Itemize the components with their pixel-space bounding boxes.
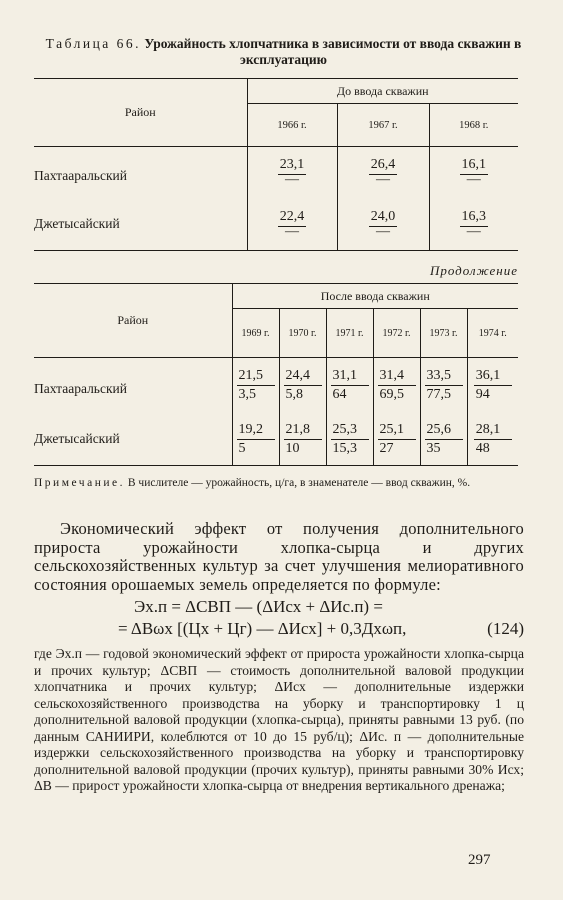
- wells-value: 64: [331, 385, 369, 404]
- formula-line-1: Эх.п = ΔСВП — (ΔИсх + ΔИс.п) =: [134, 597, 383, 616]
- wells-value: —: [369, 174, 398, 189]
- year-header: 1973 г.: [420, 309, 467, 358]
- formula-line-2-row: [34, 618, 524, 640]
- wells-value: 48: [474, 439, 512, 458]
- yield-value: 23,1: [279, 157, 305, 173]
- yield-value: 21,5: [238, 368, 263, 384]
- table-caption-title: Урожайность хлопчатника в зависимости от ввода скважин в эксплуатацию: [144, 36, 522, 67]
- year-header: 1968 г.: [429, 104, 518, 147]
- table-row: [34, 414, 518, 466]
- yield-value: 21,8: [285, 421, 310, 437]
- table-caption: [34, 0, 533, 68]
- wells-value: —: [278, 174, 307, 189]
- table-note: [34, 476, 518, 490]
- wells-value: 35: [425, 439, 463, 458]
- table-row: [34, 358, 518, 414]
- wells-value: 15,3: [331, 439, 369, 458]
- wells-value: 3,5: [237, 385, 275, 404]
- district-name: Джетысайский: [34, 216, 120, 232]
- district-header: Район: [124, 105, 156, 119]
- wells-value: —: [460, 226, 489, 241]
- table-after-wells: [34, 283, 518, 466]
- wells-value: —: [369, 226, 398, 241]
- page-number: 297: [468, 852, 491, 868]
- yield-value: 26,4: [370, 157, 396, 173]
- yield-value: 25,6: [426, 421, 451, 437]
- yield-value: 25,1: [379, 421, 404, 437]
- wells-value: 77,5: [425, 385, 463, 404]
- table-note-text: В числителе — урожайность, ц/га, в знаменателе — ввод скважин, %.: [127, 477, 471, 489]
- year-header: 1967 г.: [337, 104, 429, 147]
- district-name: Пахтааральский: [34, 380, 127, 396]
- yield-value: 31,1: [332, 368, 357, 384]
- wells-value: —: [278, 226, 307, 241]
- yield-value: 36,1: [475, 368, 501, 384]
- table-before-wells: [34, 78, 518, 251]
- year-header: 1970 г.: [279, 309, 326, 358]
- body-paragraph: Экономический эффект от получения дополнительного прироста урожайности хлопка-сырца и других сельскохозяйственных культур за счет улучшения мелиоративного состояния орошаемых земель определяется по формуле:: [34, 519, 524, 594]
- yield-value: 16,1: [461, 157, 486, 173]
- yield-value: 16,3: [461, 208, 486, 224]
- table-caption-label: Таблица 66.: [45, 36, 142, 51]
- wells-value: 10: [284, 439, 322, 458]
- yield-value: 33,5: [426, 368, 451, 384]
- wells-value: 27: [378, 439, 416, 458]
- table-note-label: Примечание.: [34, 477, 125, 489]
- district-name: Пахтааральский: [34, 167, 127, 183]
- yield-value: 19,2: [238, 421, 263, 437]
- year-header: 1969 г.: [232, 309, 279, 358]
- table-row: [34, 199, 518, 251]
- yield-value: 24,0: [370, 208, 396, 224]
- wells-value: 5: [237, 439, 275, 458]
- year-header: 1966 г.: [247, 104, 337, 147]
- continuation-label: Продолжение: [429, 263, 518, 278]
- yield-value: 24,4: [285, 368, 310, 384]
- wells-value: —: [460, 174, 489, 189]
- yield-value: 25,3: [332, 421, 357, 437]
- year-header: 1972 г.: [373, 309, 420, 358]
- wells-value: 69,5: [378, 385, 416, 404]
- period-header: До ввода скважин: [247, 79, 518, 104]
- table-row: [34, 147, 518, 199]
- period-header: После ввода скважин: [232, 284, 518, 309]
- formula-number: (124): [487, 619, 524, 638]
- yield-value: 31,4: [379, 368, 404, 384]
- formula-explanation: где Эх.п — годовой экономический эффект от прироста урожайности хлопка-сырца и прочих культур; ΔСВП — стоимость дополнительной валовой продукции хлопчатника и прочих культур; ΔИсх — дополнительные издержки сельскохозяйственного производства на уборку и транспортировку 1 ц дополнительной валовой продукции (хлопка-сырца), приняты равными 13 руб. (по данным САНИИРИ, колеблются от 10 до 15 руб/ц); ΔИс. п — дополнительные издержки сельскохозяйственного производства на уборку и транспортировку дополнительной валовой продукции (прочих культур), приняты равными 30% Исх; ΔВ — прирост урожайности хлопка-сырца от внедрения вертикального дренажа;: [34, 646, 524, 793]
- formula-124: [34, 596, 524, 640]
- formula-line-2: = ΔВωх [(Цх + Цг) — ΔИсх] + 0,3Дхωп,: [118, 619, 407, 638]
- yield-value: 28,1: [475, 421, 501, 437]
- yield-value: 22,4: [279, 208, 305, 224]
- year-header: 1974 г.: [467, 309, 518, 358]
- year-header: 1971 г.: [326, 309, 373, 358]
- wells-value: 94: [474, 385, 512, 404]
- district-header: Район: [117, 313, 149, 327]
- district-name: Джетысайский: [34, 431, 120, 447]
- wells-value: 5,8: [284, 385, 322, 404]
